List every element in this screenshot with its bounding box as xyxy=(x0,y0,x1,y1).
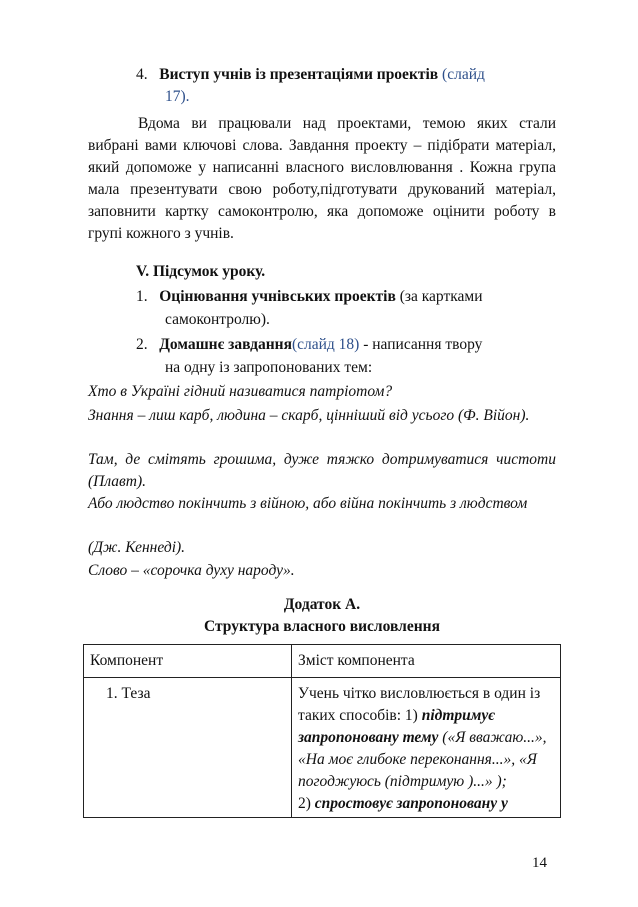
cell-text: 2) xyxy=(298,795,315,812)
list-item-title: Виступ учнів із презентаціями проектів xyxy=(159,66,439,83)
cell-text: («Я вважаю...», «На моє глибоке переконання...», «Я погоджуюсь (підтримую )...» ); xyxy=(298,729,547,790)
table-header-cell: Зміст компонента xyxy=(292,645,561,678)
topic-item: (Дж. Кеннеді). xyxy=(88,539,186,556)
list-item-4 xyxy=(136,65,485,85)
slide-ref-cont: 17). xyxy=(165,88,190,105)
list-item-text-cont: самоконтролю). xyxy=(165,311,270,328)
list-number: 4. xyxy=(136,66,148,83)
table-header-row xyxy=(84,645,561,678)
table-header-cell: Компонент xyxy=(84,645,292,678)
body-paragraph: Вдома ви працювали над проектами, темою яких стали вибрані вами ключові слова. Завдання проекту – підібрати матеріал, який допоможе у написанні власного висловлювання . Кожна група мала презентувати свою роботу,підготувати друкований матеріал, заповнити картку самоконтролю, яка допоможе оцінити роботу в групі кожного з учнів. xyxy=(88,115,556,242)
cell-text: Учень чітко висловлюється в один із таких способів: 1) xyxy=(298,685,541,724)
list-item-title: Домашнє завдання xyxy=(159,336,292,353)
list-number: 2. xyxy=(136,336,148,353)
structure-table xyxy=(83,644,561,818)
topic-item: Хто в Україні гідний називатися патріотом? xyxy=(88,383,393,400)
topic-item: Слово – «сорочка духу народу». xyxy=(88,562,295,579)
list-item-text: - написання твору xyxy=(359,336,483,353)
table-cell-component: 1. Теза xyxy=(84,678,292,818)
section-heading: V. Підсумок уроку. xyxy=(136,263,266,280)
list-item-title: Оцінювання учнівських проектів xyxy=(159,288,396,305)
cell-emphasis: спростовує запропоновану у xyxy=(314,795,508,812)
slide-ref: (слайд 18) xyxy=(291,336,360,353)
topic-item: Знання – лиш карб, людина – скарб, цінніший від усього (Ф. Війон). xyxy=(88,407,530,424)
list-number: 1. xyxy=(136,288,148,305)
topic-item: Або людство покінчить з війною, або війна покінчить з людством xyxy=(88,495,528,512)
list-item-text: (за картками xyxy=(395,288,483,305)
page-number: 14 xyxy=(532,855,547,871)
appendix-subtitle: Структура власного висловлення xyxy=(204,618,440,635)
cell-emphasis: підтримує запропоновану тему xyxy=(298,707,495,746)
list-item-1 xyxy=(136,287,483,307)
list-item-2 xyxy=(136,335,482,355)
appendix-title: Додаток А. xyxy=(283,596,361,613)
topic-item: Там, де смітять грошима, дуже тяжко дотримуватися чистоти (Плавт). xyxy=(88,451,556,490)
slide-ref: (слайд xyxy=(438,66,485,83)
table-row xyxy=(84,678,561,818)
table-cell-content xyxy=(292,678,561,818)
list-item-text-cont: на одну із запропонованих тем: xyxy=(165,359,373,376)
